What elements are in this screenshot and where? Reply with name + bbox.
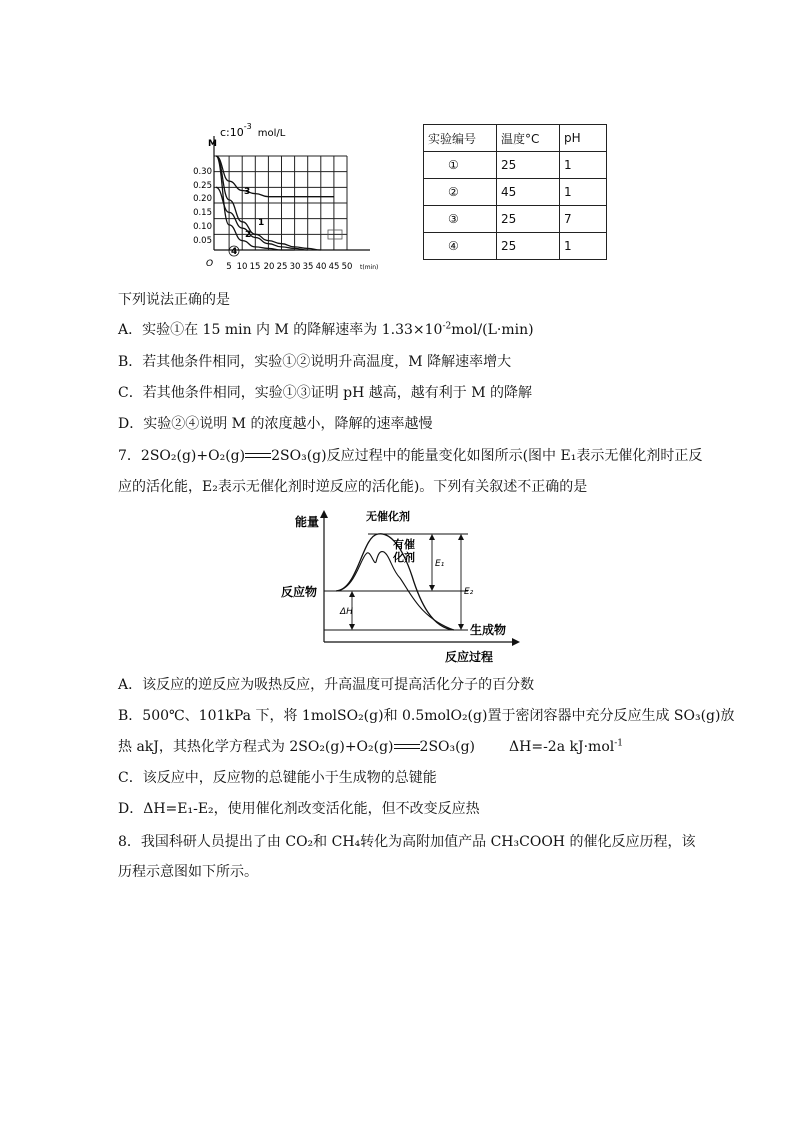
table-cell: ② bbox=[424, 179, 497, 206]
e2-arrowhead-top bbox=[458, 534, 464, 540]
table-header-cell: 温度°C bbox=[497, 125, 560, 152]
products-label: 生成物 bbox=[470, 623, 507, 637]
q7-option-b-line1: B．500℃、101kPa 下，将 1molSO₂(g)和 0.5molO₂(g)置于密闭容器中充分反应生成 SO₃(g)放 bbox=[118, 708, 735, 724]
y-tick-label: 0.10 bbox=[193, 222, 212, 232]
y-tick-label: 0.30 bbox=[193, 167, 212, 177]
curve-label-2: 2 bbox=[245, 230, 252, 240]
table-row bbox=[424, 206, 607, 233]
q7-option-d: D．ΔH=E₁-E₂，使用催化剂改变活化能，但不改变反应热 bbox=[118, 801, 480, 817]
e1-arrowhead-bottom bbox=[429, 585, 435, 591]
curve-label-1: 1 bbox=[258, 218, 265, 228]
e2-arrowhead-bottom bbox=[458, 624, 464, 630]
chart1-origin-label: O bbox=[206, 259, 214, 269]
x-tick-label: 35 bbox=[302, 262, 314, 272]
q6-option-a: A．实验①在 15 min 内 M 的降解速率为 $1.33\times 10^{-2}mol/(L\cdot\min)$ bbox=[118, 321, 534, 338]
y-tick-label: 0.20 bbox=[193, 194, 212, 204]
q6-option-c: C．若其他条件相同，实验①③证明 pH 越高，越有利于 M 的降解 bbox=[118, 385, 533, 401]
energy-profile-diagram bbox=[278, 506, 528, 666]
chart1-y-axis-label: M bbox=[208, 139, 217, 149]
table-row bbox=[424, 179, 607, 206]
curve-label-4: 4 bbox=[231, 247, 238, 257]
chart1-grid bbox=[214, 156, 347, 250]
table-cell: 25 bbox=[497, 206, 560, 233]
chart1-unit-label: $c:10^{-3}mol/L$ bbox=[220, 122, 286, 139]
table-cell: ① bbox=[424, 152, 497, 179]
dh-arrowhead-bottom bbox=[349, 624, 355, 630]
y-tick-label: 0.05 bbox=[193, 236, 212, 246]
energy-y-arrowhead bbox=[320, 510, 328, 518]
table-header-row bbox=[424, 125, 607, 152]
table-cell: 1 bbox=[560, 179, 607, 206]
x-tick-label: 25 bbox=[276, 262, 288, 272]
x-tick-label: 40 bbox=[315, 262, 327, 272]
e1-arrowhead-top bbox=[429, 534, 435, 540]
table-cell: 45 bbox=[497, 179, 560, 206]
dh-label: ΔH bbox=[340, 607, 353, 617]
energy-x-arrowhead bbox=[512, 638, 520, 646]
table-header-cell: 实验编号 bbox=[424, 125, 497, 152]
energy-axis-label: 能量 bbox=[295, 515, 320, 529]
e1-label: E₁ bbox=[435, 559, 445, 569]
q7-option-b-line2: 热 akJ，其热化学方程式为 2SO₂(g)+O₂(g) 2SO₃(g) ΔH=-2a kJ·mol$^{-1}$ bbox=[118, 738, 624, 755]
x-tick-label: 15 bbox=[249, 262, 261, 272]
q6-option-b: B．若其他条件相同，实验①②说明升高温度，M 降解速率增大 bbox=[118, 354, 512, 370]
y-tick-label: 0.15 bbox=[193, 208, 212, 218]
no-catalyst-label: 无催化剂 bbox=[366, 510, 410, 523]
equilibrium-arrow bbox=[245, 451, 271, 461]
series-curve-3 bbox=[216, 156, 334, 197]
catalyst-label-line1: 有催 bbox=[393, 538, 415, 551]
reactants-label: 反应物 bbox=[281, 585, 318, 599]
y-tick-label: 0.25 bbox=[193, 181, 212, 191]
experiment-table bbox=[423, 124, 607, 260]
table-cell: ③ bbox=[424, 206, 497, 233]
x-tick-label: 20 bbox=[263, 262, 275, 272]
table-cell: 25 bbox=[497, 233, 560, 260]
table-row bbox=[424, 233, 607, 260]
q6-prompt: 下列说法正确的是 bbox=[118, 292, 230, 308]
chart1-x-axis-label: t(min) bbox=[360, 264, 379, 271]
q7-stem-line2: 应的活化能，E₂表示无催化剂时逆反应的活化能)。下列有关叙述不正确的是 bbox=[118, 479, 588, 495]
table-header-cell: pH bbox=[560, 125, 607, 152]
q8-stem-line2: 历程示意图如下所示。 bbox=[118, 864, 258, 880]
table-cell: ④ bbox=[424, 233, 497, 260]
dh-arrowhead-top bbox=[349, 591, 355, 597]
x-tick-label: 45 bbox=[328, 262, 340, 272]
q7-option-a: A．该反应的逆反应为吸热反应，升高温度可提高活化分子的百分数 bbox=[118, 677, 535, 693]
table-cell: 25 bbox=[497, 152, 560, 179]
table-cell: 1 bbox=[560, 152, 607, 179]
equilibrium-arrow bbox=[394, 742, 420, 752]
x-tick-label: 50 bbox=[341, 262, 353, 272]
x-tick-label: 30 bbox=[289, 262, 301, 272]
q7-option-c: C．该反应中，反应物的总键能小于生成物的总键能 bbox=[118, 770, 437, 786]
q7-stem-line1: 7．2SO₂(g)+O₂(g) 2SO₃(g)反应过程中的能量变化如图所示(图中 E₁表示无催化剂时正反 bbox=[118, 448, 703, 464]
x-tick-label: 10 bbox=[236, 262, 248, 272]
x-tick-label: 5 bbox=[226, 262, 232, 272]
reaction-progress-label: 反应过程 bbox=[445, 650, 494, 664]
q6-option-d: D．实验②④说明 M 的浓度越小，降解的速率越慢 bbox=[118, 416, 433, 432]
table-row bbox=[424, 152, 607, 179]
concentration-time-chart bbox=[192, 116, 412, 278]
table-cell: 7 bbox=[560, 206, 607, 233]
q8-stem-line1: 8．我国科研人员提出了由 CO₂和 CH₄转化为高附加值产品 CH₃COOH 的催化反应历程，该 bbox=[118, 834, 696, 850]
e2-label: E₂ bbox=[464, 587, 474, 597]
curve-label-3: 3 bbox=[244, 187, 251, 197]
table-cell: 1 bbox=[560, 233, 607, 260]
catalyst-label-line2: 化剂 bbox=[393, 551, 415, 564]
